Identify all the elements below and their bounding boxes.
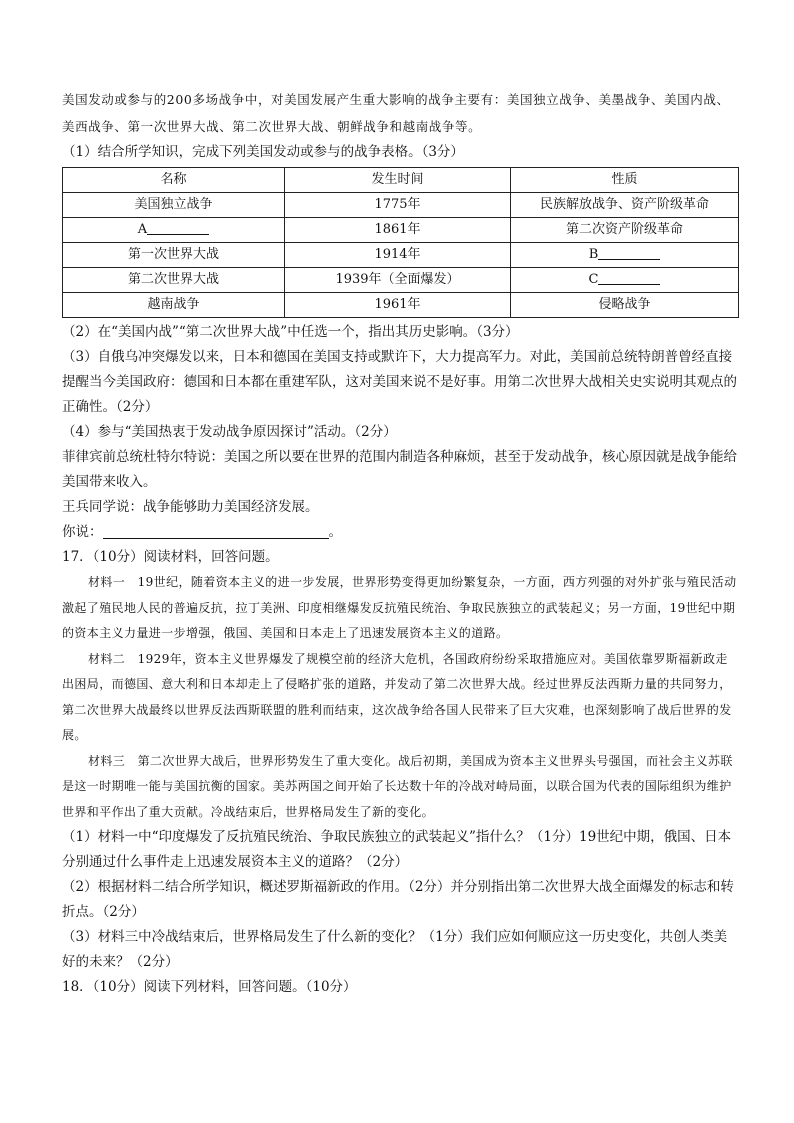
cell-name: 第一次世界大战 [63,243,285,268]
table-header-row [63,168,739,193]
table-row [63,218,739,243]
cell-name: 美国独立战争 [63,193,285,218]
question-3: （3）自俄乌冲突爆发以来，日本和德国在美国支持或默许下，大力提高军力。对此，美国前总统特朗普曾经直接提醒当今美国政府：德国和日本都在重建军队，这对美国来说不是好事。用第二次世界大战相关史实说明其观点的正确性。（2分） [62,349,737,415]
cell-name: 越南战争 [63,293,285,318]
answer-blank[interactable] [598,270,660,285]
subquestion-3: （3）材料三中冷战结束后，世界格局发生了什么新的变化？（1分）我们应如何顺应这一历史变化，共创人类美好的未来？（2分） [62,929,728,970]
blank-label-c: C [588,272,599,287]
table-row [63,243,739,268]
material-1: 材料一 19世纪，随着资本主义的进一步发展，世界形势变得更加纷繁复杂，一方面，西方列强的对外扩张与殖民活动激起了殖民地人民的普遍反抗，拉丁美洲、印度相继爆发反抗殖民统治、争取民族独立的武装起义；另一方面，19世纪中期的资本主义力量进一步增强，俄国、美国和日本走上了迅速发展资本主义的道路。 [62,575,737,640]
your-answer-label: 你说： [62,524,103,540]
answer-blank[interactable] [147,220,209,235]
cell-time: 1861年 [285,218,511,243]
material-3: 材料三 第二次世界大战后，世界形势发生了重大变化。战后初期，美国成为资本主义世界头号强国，而社会主义苏联是这一时期唯一能与美国抗衡的国家。美苏两国之间开始了长达数十年的冷战对峙局面，以联合国为代表的国际组织为维护世界和平作出了重大贡献。冷战结束后，世界格局发生了新的变化。 [62,753,733,819]
answer-blank[interactable] [598,245,660,260]
cell-time: 1775年 [285,193,511,218]
table-row [63,293,739,318]
cell-time: 1961年 [285,293,511,318]
subquestion-2: （2）根据材料二结合所学知识，概述罗斯福新政的作用。（2分）并分别指出第二次世界大战全面爆发的标志和转折点。（2分） [62,879,734,920]
cell-nature: 第二次资产阶级革命 [511,218,739,243]
cell-nature: 侵略战争 [511,293,739,318]
header-time: 发生时间 [285,168,511,193]
exam-page [62,86,738,1000]
cell-time: 1939年（全面爆发） [285,268,511,293]
your-answer-line [62,520,738,545]
intro-paragraph: 美国发动或参与的200多场战争中，对美国发展产生重大影响的战争主要有：美国独立战争、美墨战争、美国内战、美西战争、第一次世界大战、第二次世界大战、朝鲜战争和越南战争等。 [62,92,730,134]
cell-nature: 民族解放战争、资产阶级革命 [511,193,739,218]
cell-name-blank-a[interactable] [63,218,285,243]
header-nature: 性质 [511,168,739,193]
cell-nature-blank-c[interactable] [511,268,739,293]
cell-time: 1914年 [285,243,511,268]
cell-name: 第二次世界大战 [63,268,285,293]
question-1: （1）结合所学知识，完成下列美国发动或参与的战争表格。（3分） [62,144,464,160]
blank-label-a: A [137,222,148,237]
subquestion-1: （1）材料一中“印度爆发了反抗殖民统治、争取民族独立的武装起义”指什么？（1分）19世纪中期，俄国、日本分别通过什么事件走上迅速发展资本主义的道路？（2分） [62,829,732,870]
duterte-quote: 菲律宾前总统杜特尔特说：美国之所以要在世界的范围内制造各种麻烦，甚至于发动战争，核心原因就是战争能给美国带来收入。 [62,449,737,490]
material-2: 材料二 1929年，资本主义世界爆发了规模空前的经济大危机，各国政府纷纷采取措施应对。美国依靠罗斯福新政走出困局，而德国、意大利和日本却走上了侵略扩张的道路，并发动了第二次世界大战。经过世界反法西斯力量的共同努力，第二次世界大战最终以世界反法西斯联盟的胜利而结束，这次战争给各国人民带来了巨大灾难，也深刻影响了战后世界的发展。 [62,651,732,742]
table-row [63,268,739,293]
war-table [62,167,739,318]
table-row [63,193,739,218]
header-name: 名称 [63,168,285,193]
question-4: （4）参与“美国热衷于发动战争原因探讨”活动。（2分） [62,424,397,440]
answer-end: 。 [328,524,342,540]
blank-label-b: B [588,247,599,262]
question-17-title: 17．（10分）阅读材料，回答问题。 [62,549,279,565]
question-2: （2）在“美国内战”“第二次世界大战”中任选一个，指出其历史影响。（3分） [62,324,519,340]
question-18-title: 18．（10分）阅读下列材料，回答问题。（10分） [62,979,357,995]
student-quote: 王兵同学说：战争能够助力美国经济发展。 [62,499,319,515]
answer-blank[interactable] [103,522,329,539]
cell-nature-blank-b[interactable] [511,243,739,268]
